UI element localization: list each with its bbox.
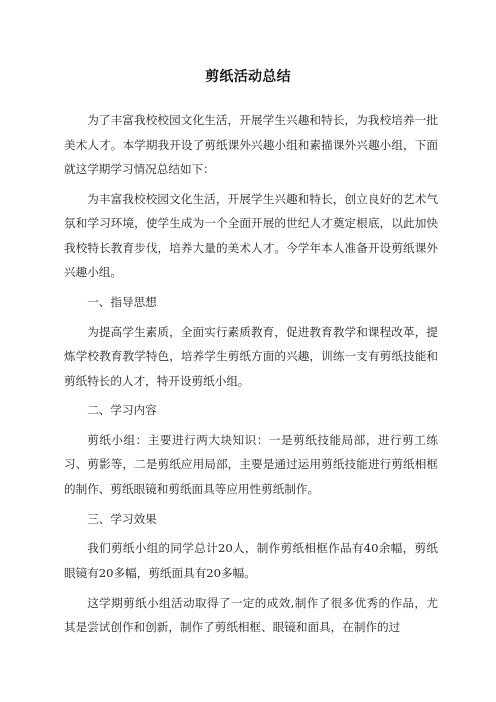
paragraph-learning-content: 剪纸小组：主要进行两大块知识：一是剪纸技能局部，进行剪工练习、剪影等，二是剪纸应用局部，主要是通过运用剪纸技能进行剪纸相框的制作、剪纸眼镜和剪纸面具等应用性剪纸制作。 [64, 432, 438, 496]
document-title: 剪纸活动总结 [205, 69, 291, 85]
section-heading-guiding-ideology: 一、指导思想 [87, 294, 157, 309]
document-body [64, 108, 438, 645]
paragraph-intro: 为了丰富我校校园文化生活，开展学生兴趣和特长，为我校培养一批美术人才。本学期我开设了剪纸课外兴趣小组和素描课外兴趣小组，下面就这学期学习情况总结如下： [64, 113, 438, 176]
section-heading-learning-results: 三、学习效果 [87, 511, 157, 526]
paragraph-purpose: 为丰富我校校园文化生活，开展学生兴趣和特长，创立良好的艺术气氛和学习环境，使学生成为一个全面开展的世纪人才奠定根底，以此加快我校特长教育步伐，培养大量的美术人才。今学年本人准备开设剪纸课外兴趣小组。 [64, 191, 438, 280]
paragraph-results-summary: 这学期剪纸小组活动取得了一定的成效,制作了很多优秀的作品，尤其是尝试创作和创新，制作了剪纸相框、眼镜和面具，在制作的过 [64, 595, 438, 634]
section-heading-learning-content: 二、学习内容 [87, 403, 157, 418]
paragraph-guiding-ideology: 为提高学生素质，全面实行素质教育，促进教育教学和课程改革，提炼学校教育教学特色，培养学生剪纸方面的兴趣，训练一支有剪纸技能和剪纸特长的人才，特开设剪纸小组。 [64, 324, 438, 388]
paragraph-results-counts: 我们剪纸小组的同学总计20人，制作剪纸相框作品有40余幅，剪纸眼镜有20多幅，剪纸面具有20多幅。 [64, 541, 438, 580]
